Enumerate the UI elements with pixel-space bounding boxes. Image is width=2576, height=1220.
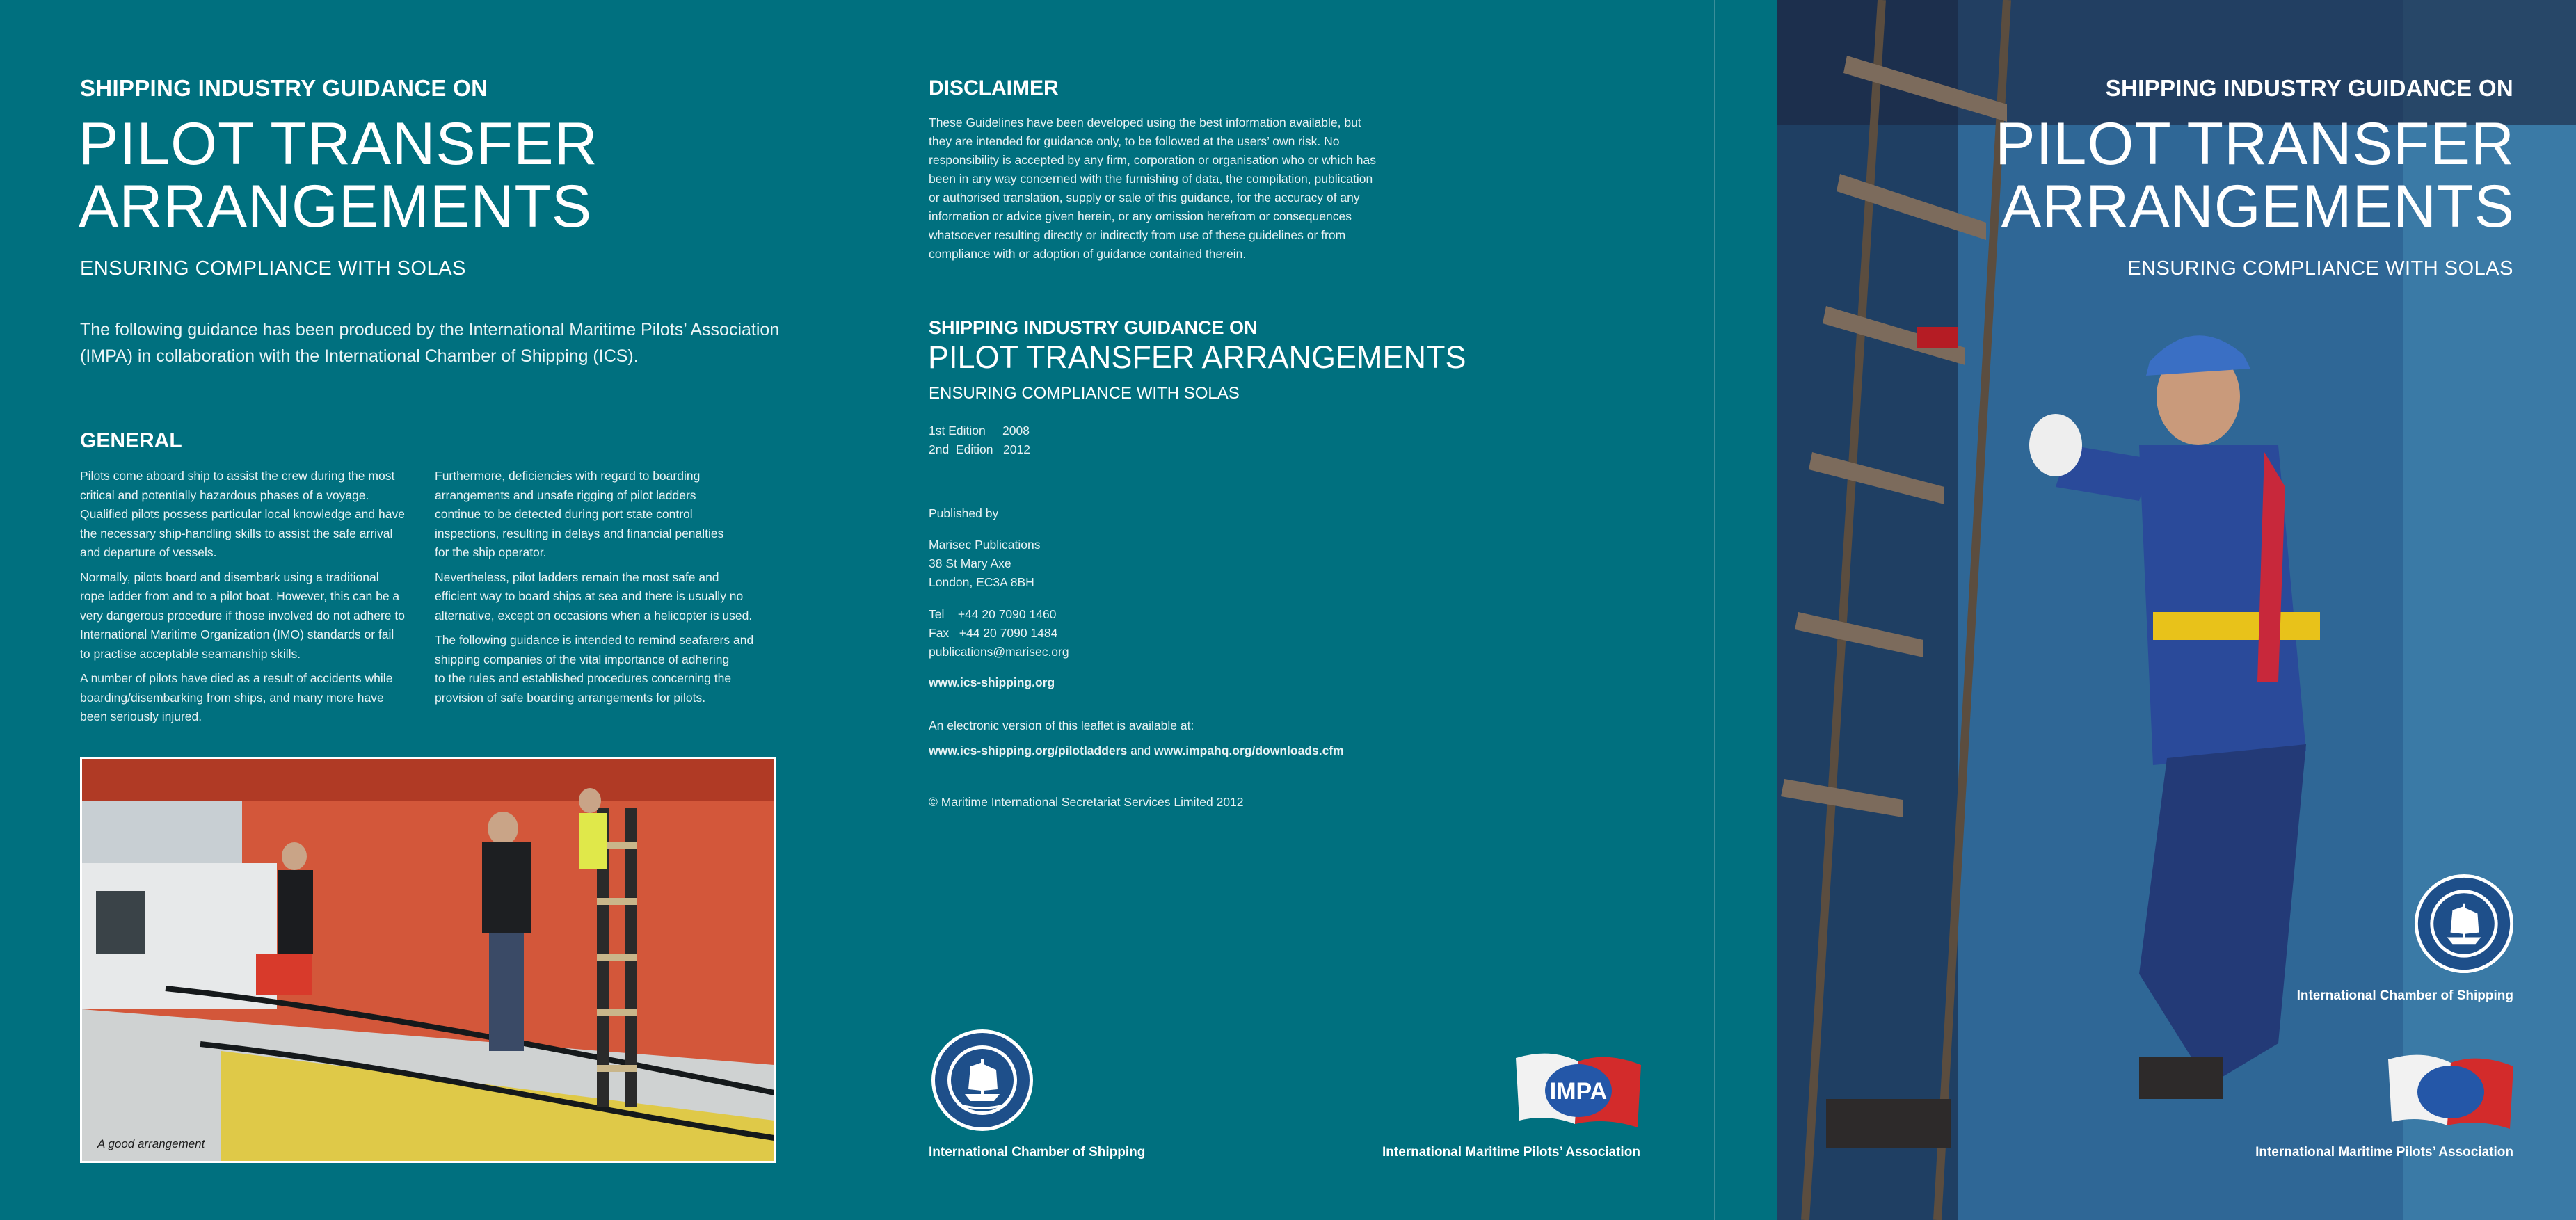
paragraph <box>80 669 428 727</box>
title-line-2: ARRANGEMENTS <box>79 173 593 240</box>
impa-caption: International Maritime Pilots’ Association <box>1382 1145 1640 1159</box>
paragraph <box>80 568 428 664</box>
line: Normally, pilots board and disembark using a traditional <box>80 570 379 584</box>
general-heading: GENERAL <box>80 429 182 452</box>
line: A number of pilots have died as a result of accidents while <box>80 671 393 685</box>
line: shipping companies of the vital importance of adhering <box>435 652 730 666</box>
line: to the rules and established procedures concerning the <box>435 671 732 685</box>
cover-ics-logo <box>2413 873 2515 974</box>
link-separator: and <box>1127 744 1155 757</box>
line: arrangements and unsafe rigging of pilot ladders <box>435 488 696 502</box>
impa-flag-text: IMPA <box>1549 1078 1608 1105</box>
general-column-2 <box>435 467 783 713</box>
title-line-1: PILOT TRANSFER <box>79 111 598 177</box>
disclaimer-text <box>929 113 1457 264</box>
telephone: Tel +44 20 7090 1460 <box>929 607 1057 621</box>
impa-download-link[interactable]: www.impahq.org/downloads.cfm <box>1154 744 1344 757</box>
line: boarding/disembarking from ships, and many more have <box>80 690 384 705</box>
line: provision of safe boarding arrangements for pilots. <box>435 690 706 705</box>
line: efficient way to board ships at sea and there is usually no <box>435 589 744 603</box>
line: and departure of vessels. <box>80 545 217 559</box>
line: International Maritime Organization (IMO) standards or fail <box>80 627 394 641</box>
line: for the ship operator. <box>435 545 547 559</box>
intro-paragraph <box>80 316 779 369</box>
impa-flag-icon <box>1509 1048 1648 1131</box>
email-link[interactable]: publications@marisec.org <box>929 645 1069 659</box>
ics-logo <box>930 1028 1034 1132</box>
middle-panel <box>851 0 1715 1220</box>
ics-seal-icon <box>930 1028 1034 1132</box>
line: information or advice given herein, or any omission herefrom or consequences <box>929 209 1352 223</box>
subtitle: ENSURING COMPLIANCE WITH SOLAS <box>80 257 466 280</box>
line: Furthermore, deficiencies with regard to boarding <box>435 469 701 483</box>
ics-caption: International Chamber of Shipping <box>929 1145 1146 1159</box>
fax: Fax +44 20 7090 1484 <box>929 626 1058 640</box>
imprint-title: PILOT TRANSFER ARRANGEMENTS <box>928 339 1466 375</box>
line: the necessary ship-handling skills to assist the safe arrival <box>80 526 393 540</box>
cover-title-line-2: ARRANGEMENTS <box>2001 173 2515 240</box>
cover-ics-caption: International Chamber of Shipping <box>2296 988 2513 1003</box>
impa-logo <box>1509 1048 1648 1131</box>
paragraph <box>80 467 428 563</box>
imprint-subtitle: ENSURING COMPLIANCE WITH SOLAS <box>929 384 1240 403</box>
photo-illustration <box>82 759 774 1161</box>
line: Qualified pilots possess particular local knowledge and have <box>80 507 405 521</box>
line: alternative, except on occasions when a helicopter is used. <box>435 608 753 623</box>
line: compliance with or adoption of guidance contained therein. <box>929 247 1247 261</box>
general-column-1 <box>80 467 428 732</box>
line: rope ladder from and to a pilot boat. However, this can be a <box>80 589 400 603</box>
line: been in any way concerned with the furnishing of data, the compilation, publication <box>929 172 1373 186</box>
paragraph <box>435 631 783 707</box>
ics-download-link[interactable]: www.ics-shipping.org/pilotladders <box>929 744 1128 757</box>
published-by: Published by <box>929 506 999 520</box>
address-line-2: London, EC3A 8BH <box>929 575 1034 589</box>
paragraph <box>435 568 783 626</box>
line: The following guidance is intended to remind seafarers and <box>435 633 754 647</box>
intro-line: (IMPA) in collaboration with the International Chamber of Shipping (ICS). <box>80 346 639 366</box>
disclaimer-heading: DISCLAIMER <box>929 77 1059 99</box>
publisher-name: Marisec Publications <box>929 538 1041 552</box>
line: Nevertheless, pilot ladders remain the most safe and <box>435 570 719 584</box>
edition-2: 2nd Edition 2012 <box>929 442 1030 456</box>
imprint-supra: SHIPPING INDUSTRY GUIDANCE ON <box>929 317 1258 338</box>
cover-supra: SHIPPING INDUSTRY GUIDANCE ON <box>2105 75 2513 101</box>
line: to practise acceptable seamanship skills. <box>80 646 301 661</box>
paragraph <box>435 467 783 563</box>
cover-subtitle: ENSURING COMPLIANCE WITH SOLAS <box>2127 257 2513 280</box>
intro-line: The following guidance has been produced by the International Maritime Pilots’ Association <box>80 320 780 339</box>
line: These Guidelines have been developed using the best information available, but <box>929 115 1361 129</box>
line: whatsoever resulting directly or indirectly from use of these guidelines or from <box>929 228 1346 242</box>
cover-impa-caption: International Maritime Pilots’ Association <box>2255 1145 2513 1159</box>
ics-seal-icon <box>2413 873 2515 974</box>
line: very dangerous procedure if those involved do not adhere to <box>80 608 405 623</box>
line: critical and potentially hazardous phases of a voyage. <box>80 488 369 502</box>
line: they are intended for guidance only, to be followed at the users’ own risk. No <box>929 134 1340 148</box>
cover-panel <box>1777 0 2576 1220</box>
line: inspections, resulting in delays and financial penalties <box>435 526 724 540</box>
line: been seriously injured. <box>80 709 202 723</box>
cover-title-line-1: PILOT TRANSFER <box>1995 111 2515 177</box>
left-panel <box>0 0 850 1220</box>
website-link[interactable]: www.ics-shipping.org <box>929 675 1055 689</box>
address-line-1: 38 St Mary Axe <box>929 556 1011 570</box>
download-links <box>929 741 1344 760</box>
electronic-version-note: An electronic version of this leaflet is available at: <box>929 719 1194 732</box>
line: continue to be detected during port state control <box>435 507 693 521</box>
line: Pilots come aboard ship to assist the crew during the most <box>80 469 395 483</box>
copyright: © Maritime International Secretariat Services Limited 2012 <box>929 795 1244 809</box>
supra-heading: SHIPPING INDUSTRY GUIDANCE ON <box>80 75 488 101</box>
impa-flag-icon <box>2381 1049 2520 1132</box>
photo-caption: A good arrangement <box>97 1137 205 1150</box>
line: or authorised translation, supply or sale of this guidance, for the accuracy of any <box>929 191 1360 204</box>
good-arrangement-photo <box>80 757 776 1163</box>
cover-impa-logo <box>2381 1049 2520 1132</box>
line: responsibility is accepted by any firm, corporation or organisation who or which has <box>929 153 1376 167</box>
edition-1: 1st Edition 2008 <box>929 424 1030 438</box>
